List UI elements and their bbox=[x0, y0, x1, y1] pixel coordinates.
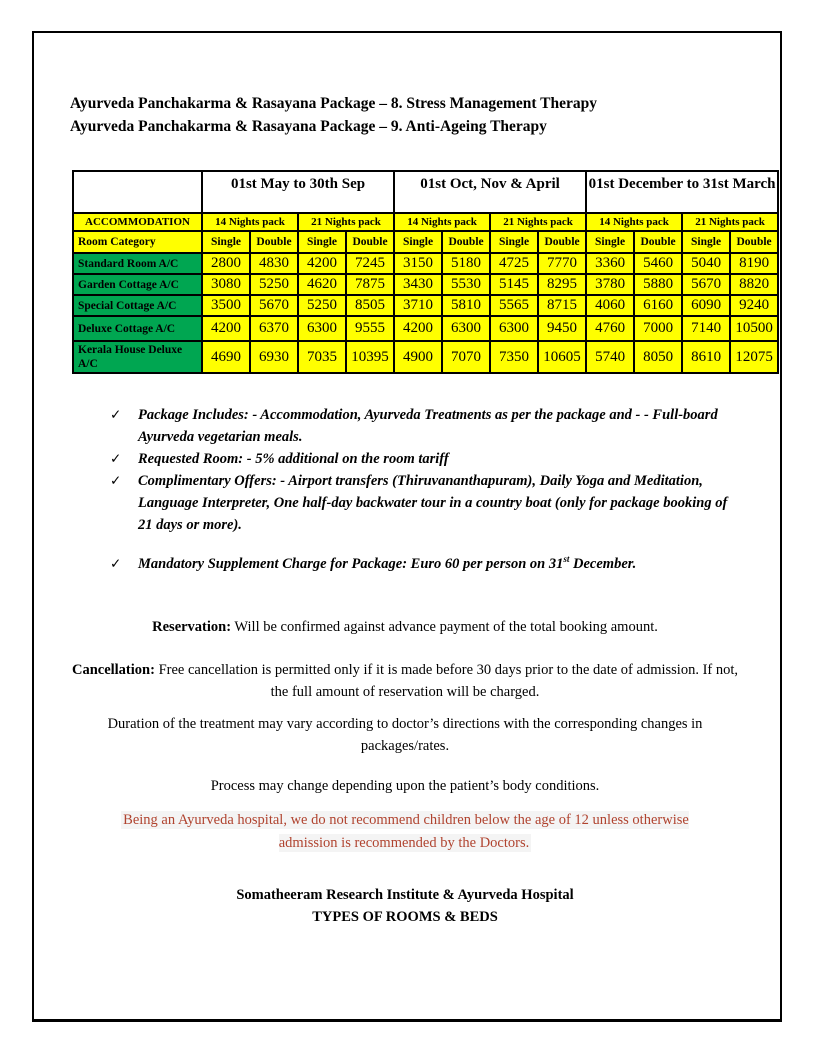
price-cell: 5180 bbox=[442, 253, 490, 274]
pricing-table bbox=[72, 170, 779, 374]
price-cell: 8820 bbox=[730, 274, 778, 295]
room-category-cell: Deluxe Cottage A/C bbox=[73, 316, 202, 341]
price-cell: 5530 bbox=[442, 274, 490, 295]
price-cell: 9240 bbox=[730, 295, 778, 316]
price-cell: 5565 bbox=[490, 295, 538, 316]
reservation-label: Reservation: bbox=[152, 619, 232, 635]
pack-header-cell: 14 Nights pack bbox=[586, 213, 682, 231]
price-cell: 10500 bbox=[730, 316, 778, 341]
price-cell: 10605 bbox=[538, 341, 586, 373]
price-cell: 4620 bbox=[298, 274, 346, 295]
pack-header-cell: 21 Nights pack bbox=[682, 213, 778, 231]
price-cell: 3710 bbox=[394, 295, 442, 316]
price-cell: 9450 bbox=[538, 316, 586, 341]
price-cell: 2800 bbox=[202, 253, 250, 274]
price-cell: 6300 bbox=[298, 316, 346, 341]
price-cell: 8050 bbox=[634, 341, 682, 373]
price-cell: 3780 bbox=[586, 274, 634, 295]
occupancy-header-cell: Double bbox=[730, 231, 778, 253]
price-cell: 3150 bbox=[394, 253, 442, 274]
price-cell: 10395 bbox=[346, 341, 394, 373]
occupancy-header-cell: Single bbox=[682, 231, 730, 253]
occupancy-header-cell: Single bbox=[298, 231, 346, 253]
season-header-cell: 01st December to 31st March bbox=[586, 171, 778, 213]
title-line-2: Ayurveda Panchakarma & Rasayana Package – 9. Anti-Ageing Therapy bbox=[70, 117, 547, 135]
occupancy-header-cell: Single bbox=[394, 231, 442, 253]
price-cell: 4900 bbox=[394, 341, 442, 373]
price-cell: 5250 bbox=[250, 274, 298, 295]
price-cell: 8190 bbox=[730, 253, 778, 274]
price-cell: 7140 bbox=[682, 316, 730, 341]
price-cell: 7000 bbox=[634, 316, 682, 341]
bullet-text-part: Mandatory Supplement Charge for Package: Euro 60 per person on 31 bbox=[138, 556, 564, 572]
occupancy-header-cell: Double bbox=[442, 231, 490, 253]
pack-header-cell: 14 Nights pack bbox=[202, 213, 298, 231]
price-cell: 5880 bbox=[634, 274, 682, 295]
price-cell: 4060 bbox=[586, 295, 634, 316]
blank-corner-cell bbox=[73, 171, 202, 213]
season-header-cell: 01st Oct, Nov & April bbox=[394, 171, 586, 213]
bullet-item bbox=[110, 404, 744, 448]
bullet-text-part: December. bbox=[569, 556, 637, 572]
price-cell: 5250 bbox=[298, 295, 346, 316]
bullet-text: Package Includes: - Accommodation, Ayurveda Treatments as per the package and - - Full-board Ayurveda vegetarian meals. bbox=[138, 407, 718, 445]
cancellation-label: Cancellation: bbox=[71, 662, 155, 678]
occupancy-header-cell: Single bbox=[202, 231, 250, 253]
duration-paragraph: Duration of the treatment may vary according to doctor’s directions with the corresponding changes in packages/rates. bbox=[107, 716, 703, 754]
price-cell: 12075 bbox=[730, 341, 778, 373]
bullet-text: Complimentary Offers: - Airport transfers (Thiruvananthapuram), Daily Yoga and Meditation, Language Interpreter, One half-day backwater tour in a country boat (only for package booking of 21 days or more). bbox=[138, 473, 728, 533]
price-cell: 9555 bbox=[346, 316, 394, 341]
price-row bbox=[73, 341, 778, 373]
children-notice-text: Being an Ayurveda hospital, we do not recommend children below the age of 12 unless otherwise admission is recommended by the Doctors. bbox=[123, 812, 689, 851]
price-cell: 7070 bbox=[442, 341, 490, 373]
price-row bbox=[73, 253, 778, 274]
price-cell: 5670 bbox=[250, 295, 298, 316]
footer-institute-name: Somatheeram Research Institute & Ayurveda Hospital bbox=[236, 887, 574, 903]
check-icon: ✓ bbox=[110, 407, 122, 423]
bullet-text bbox=[138, 553, 740, 575]
price-cell: 4200 bbox=[298, 253, 346, 274]
price-cell: 5145 bbox=[490, 274, 538, 295]
occupancy-header-cell: Single bbox=[586, 231, 634, 253]
price-cell: 7035 bbox=[298, 341, 346, 373]
bullet-text: Requested Room: - 5% additional on the room tariff bbox=[138, 451, 449, 467]
room-category-cell: Kerala House Deluxe A/C bbox=[73, 341, 202, 373]
process-paragraph: Process may change depending upon the patient’s body conditions. bbox=[210, 778, 600, 794]
price-cell: 7875 bbox=[346, 274, 394, 295]
occupancy-header-cell: Double bbox=[538, 231, 586, 253]
price-cell: 7245 bbox=[346, 253, 394, 274]
accommodation-header-cell: ACCOMMODATION bbox=[73, 213, 202, 231]
footer-subtitle: TYPES OF ROOMS & BEDS bbox=[312, 909, 498, 925]
price-cell: 7350 bbox=[490, 341, 538, 373]
price-cell: 4725 bbox=[490, 253, 538, 274]
occupancy-header-cell: Double bbox=[250, 231, 298, 253]
check-icon: ✓ bbox=[110, 556, 122, 572]
reservation-paragraph bbox=[65, 616, 745, 638]
price-cell: 4200 bbox=[394, 316, 442, 341]
check-icon: ✓ bbox=[110, 451, 122, 467]
price-row bbox=[73, 274, 778, 295]
price-cell: 6160 bbox=[634, 295, 682, 316]
reservation-text: Will be confirmed against advance payment of the total booking amount. bbox=[231, 619, 658, 635]
price-cell: 8295 bbox=[538, 274, 586, 295]
room-category-header-cell: Room Category bbox=[73, 231, 202, 253]
pack-header-cell: 21 Nights pack bbox=[490, 213, 586, 231]
pack-header-row bbox=[73, 213, 778, 231]
room-category-cell: Special Cottage A/C bbox=[73, 295, 202, 316]
price-cell: 6370 bbox=[250, 316, 298, 341]
price-cell: 6930 bbox=[250, 341, 298, 373]
price-cell: 5810 bbox=[442, 295, 490, 316]
cancellation-paragraph bbox=[65, 659, 745, 703]
price-row bbox=[73, 295, 778, 316]
price-cell: 8715 bbox=[538, 295, 586, 316]
price-cell: 6090 bbox=[682, 295, 730, 316]
price-cell: 5040 bbox=[682, 253, 730, 274]
price-cell: 3080 bbox=[202, 274, 250, 295]
check-icon: ✓ bbox=[110, 473, 122, 489]
room-category-cell: Garden Cottage A/C bbox=[73, 274, 202, 295]
occupancy-header-cell: Single bbox=[490, 231, 538, 253]
occupancy-header-cell: Double bbox=[346, 231, 394, 253]
cancellation-text: Free cancellation is permitted only if it is made before 30 days prior to the date of admission. If not, the full amount of reservation will be charged. bbox=[154, 662, 739, 700]
price-cell: 3430 bbox=[394, 274, 442, 295]
price-cell: 4690 bbox=[202, 341, 250, 373]
price-cell: 3360 bbox=[586, 253, 634, 274]
season-header-cell: 01st May to 30th Sep bbox=[202, 171, 394, 213]
bullet-item bbox=[110, 470, 744, 536]
room-category-cell: Standard Room A/C bbox=[73, 253, 202, 274]
price-cell: 7770 bbox=[538, 253, 586, 274]
pack-header-cell: 21 Nights pack bbox=[298, 213, 394, 231]
price-cell: 3500 bbox=[202, 295, 250, 316]
children-notice-paragraph bbox=[115, 809, 695, 855]
ordinal-superscript: st bbox=[563, 554, 570, 565]
season-header-row bbox=[73, 171, 778, 213]
occupancy-header-row bbox=[73, 231, 778, 253]
title-line-1: Ayurveda Panchakarma & Rasayana Package – 8. Stress Management Therapy bbox=[70, 95, 597, 112]
price-cell: 5460 bbox=[634, 253, 682, 274]
price-cell: 4200 bbox=[202, 316, 250, 341]
pack-header-cell: 14 Nights pack bbox=[394, 213, 490, 231]
price-row bbox=[73, 316, 778, 341]
price-cell: 8610 bbox=[682, 341, 730, 373]
price-cell: 6300 bbox=[442, 316, 490, 341]
price-cell: 6300 bbox=[490, 316, 538, 341]
bullet-item bbox=[110, 448, 744, 470]
bullet-list bbox=[110, 404, 744, 575]
price-cell: 4830 bbox=[250, 253, 298, 274]
price-cell: 4760 bbox=[586, 316, 634, 341]
bullet-item bbox=[110, 553, 744, 575]
price-cell: 8505 bbox=[346, 295, 394, 316]
footer-title-block bbox=[65, 884, 745, 928]
price-cell: 5670 bbox=[682, 274, 730, 295]
price-cell: 5740 bbox=[586, 341, 634, 373]
document-title bbox=[70, 93, 750, 138]
occupancy-header-cell: Double bbox=[634, 231, 682, 253]
